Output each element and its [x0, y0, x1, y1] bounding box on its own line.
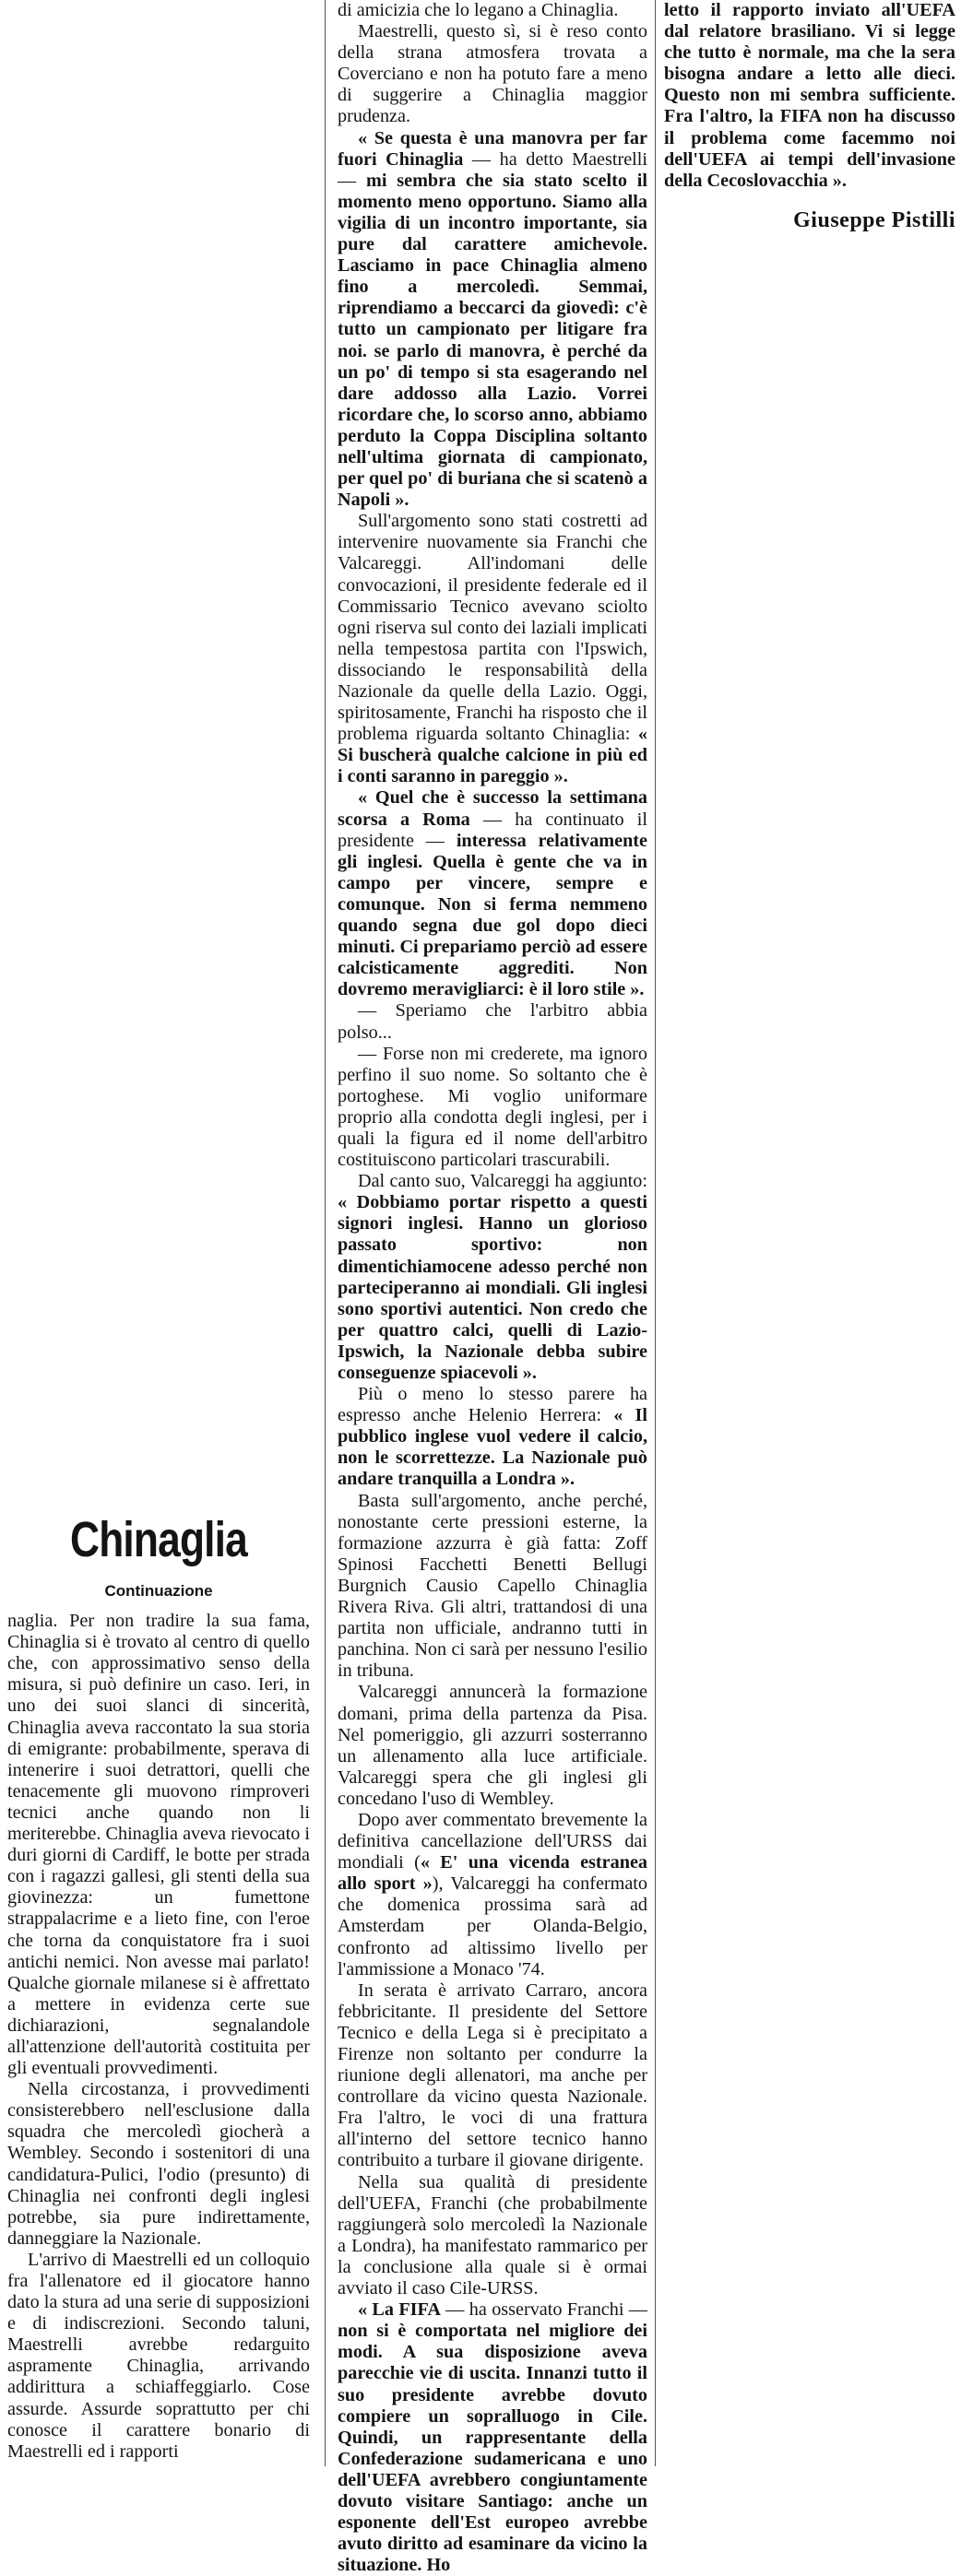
- quote: « Se questa è una manovra per far fuori Chinaglia: [338, 127, 647, 170]
- quote: « Quel che è successo la settimana scorsa a Roma: [338, 787, 647, 830]
- attribution: — ha detto Maestrelli —: [338, 148, 647, 191]
- quote: interessa relativamente gli inglesi. Quella è gente che va in campo per vincere, sempre e comunque. Non si ferma nemmeno quando segna due gol dopo dieci minuti. Ci prepariamo perciò ad essere calcisticamente aggrediti. Non dovremo meravigliarci: è il loro stile ».: [338, 830, 647, 1000]
- quote: « Dobbiamo portar rispetto a questi signori inglesi. Hanno un glorioso passato sportivo: non dimentichiamocene adesso perché non parteciperanno ai mondiali. Gli inglesi sono sportivi autentici. Non credo che per quattro calci, quelli di Lazio-Ipswich, la Nazionale debba subire conseguenze spiacevoli ».: [338, 1192, 647, 1383]
- quote: « E' una vicenda estranea allo sport »: [338, 1852, 647, 1895]
- paragraph: Nella sua qualità di presidente dell'UEFA, Franchi (che probabilmente raggiungerà solo mercoledì la Nazionale a Londra), ha manifestato rammarico per la conclusione alla quale si è ormai avviato il caso Cile-URSS.: [338, 2171, 647, 2299]
- paragraph: [338, 511, 647, 787]
- text: Sull'argomento sono stati costretti ad intervenire nuovamente sia Franchi che Valcareggi. All'indomani delle convocazioni, il presidente federale ed il Commissario Tecnico avevano sciolto ogni riserva sul conto dei laziali implicati nella tempestosa partita con l'Ipswich, dissociando le responsabilità della Nazionale da quelle della Lazio. Oggi, spiritosamente, Franchi ha risposto che il problema riguarda soltanto Chinaglia:: [338, 511, 647, 745]
- quote: « Il pubblico inglese vuol vedere il calcio, non le scorrettezze. La Nazionale può andare tranquilla a Londra ».: [338, 1405, 648, 1490]
- paragraph: [338, 2299, 647, 2576]
- column-rule: [325, 0, 326, 2466]
- text: Dopo aver commentato brevemente la definitiva cancellazione dell'URSS dai mondiali (: [338, 1809, 647, 1873]
- attribution: — ha osservato Franchi —: [440, 2299, 647, 2321]
- paragraph: Basta sull'argomento, anche perché, nonostante certe pressioni esterne, la formazione azzurra è già fatta: Zoff Spinosi Facchetti Benetti Bellugi Burgnich Causio Capello Chinaglia Rivera Riva. Gli altri, trattandosi di una partita non ufficiale, andranno tutti in panchina. Non ci sarà per nessuno l'esilio in tribuna.: [338, 1490, 647, 1682]
- paragraph: [338, 128, 647, 512]
- attribution: — ha continuato il presidente —: [338, 809, 647, 851]
- paragraph: — Forse non mi crederete, ma ignoro perfino il suo nome. So soltanto che è portoghese. Mi voglio uniformare proprio alla condotta degli inglesi, per i quali la figura ed il nome dell'arbitro costituiscono particolari trascurabili.: [338, 1043, 647, 1171]
- paragraph: [664, 0, 955, 192]
- paragraph: [338, 1384, 647, 1490]
- column-rule: [655, 0, 656, 2466]
- paragraph: [338, 787, 647, 1000]
- column-2: [338, 0, 647, 2576]
- quote: non si è comportata nel migliore dei modi. A sua disposizione aveva parecchie vie di uscita. Innanzi tutto il suo presidente avrebbe dovuto compiere un sopralluogo in Cile. Quindi, un rappresentante della Confederazione sudamericana e uno dell'UEFA avrebbero congiuntamente dovuto visitare Santiago: anche un esponente dell'Est europeo avrebbe avuto diritto ad esaminare da vicino la situazione. Ho: [338, 2321, 647, 2576]
- column-1: [7, 1512, 310, 2463]
- quote: mi sembra che sia stato scelto il momento meno opportuno. Siamo alla vigilia di un incontro importante, sia pure dal carattere amichevole. Lasciamo in pace Chinaglia almeno fino a mercoledì. Semmai, riprendiamo a beccarci da giovedì: c'è tutto un campionato per litigare fra noi. se parlo di manovra, è perché da un po' di tempo si sta esagerando nel dare addosso alla Lazio. Vorrei ricordare che, lo scorso anno, abbiamo perduto la Coppa Disciplina soltanto nell'ultima giornata di campionato, per quel po' di buriana che si scatenò a Napoli ».: [338, 170, 647, 511]
- quote: letto il rapporto inviato all'UEFA dal relatore brasiliano. Vi si legge che tutto è normale, ma che la sera bisogna andare a letto alle dieci. Questo non mi sembra sufficiente. Fra l'altro, la FIFA non ha discusso il problema come facemmo noi dell'UEFA ai tempi dell'invasione della Cecoslovacchia ».: [664, 0, 955, 191]
- paragraph: naglia. Per non tradire la sua fama, Chinaglia si è trovato al centro di quello che, con approssimativo senso della misura, si può definire un caso. Ieri, in uno dei suoi slanci di sincerità, Chinaglia aveva raccontato la sua storia di emigrante: probabilmente, sperava di intenerire i suoi detrattori, quelli che tenacemente gli muovono rimproveri tecnici anche quando non li meriterebbe. Chinaglia aveva rievocato i duri giorni di Cardiff, le botte per strada con i ragazzi gallesi, gli stenti della sua giovinezza: un fumettone strappalacrime e a lieto fine, con l'eroe che torna da conquistatore fra i suoi antichi nemici. Non avesse mai parlato! Qualche giornale milanese si è affrettato a mettere in evidenza certe sue dichiarazioni, segnalandole all'attenzione dell'autorità costituita per gli eventuali provvedimenti.: [7, 1611, 310, 2079]
- paragraph: Valcareggi annuncerà la formazione domani, prima della partenza da Pisa. Nel pomeriggio, gli azzurri sosterranno un allenamento alla luce artificiale. Valcareggi spera che gli inglesi gli concedano l'uso di Wembley.: [338, 1682, 647, 1809]
- paragraph: [338, 1171, 647, 1384]
- paragraph: di amicizia che lo legano a Chinaglia.: [338, 0, 619, 20]
- paragraph: [338, 1810, 647, 1980]
- article-subtitle: Continuazione: [104, 1582, 213, 1600]
- paragraph: In serata è arrivato Carraro, ancora febbricitante. Il presidente del Settore Tecnico e della Lega si è precipitato a Firenze non soltanto per condurre la riunione degli allenatori, ma anche per controllare da vicino questa Nazionale. Fra l'altro, le voci di una frattura all'interno del settore tecnico hanno contribuito a turbare il giovane dirigente.: [338, 1979, 647, 2171]
- article-title: Chinaglia: [70, 1512, 247, 1567]
- column-3: [664, 0, 955, 231]
- text: Più o meno lo stesso parere ha espresso anche Helenio Herrera:: [338, 1384, 647, 1426]
- paragraph: — Speriamo che l'arbitro abbia polso...: [338, 1000, 647, 1043]
- paragraph: L'arrivo di Maestrelli ed un colloquio fra l'allenatore ed il giocatore hanno dato la stura ad una serie di supposizioni e di indiscrezioni. Secondo taluni, Maestrelli avrebbe redarguito aspramente Chinaglia, arrivando addirittura a schiaffeggiarlo. Cose assurde. Assurde soprattutto per chi conosce il carattere bonario di Maestrelli ed i rapporti: [7, 2249, 310, 2462]
- paragraph: Nella circostanza, i provvedimenti consisterebbero nell'esclusione dalla squadra che mercoledì giocherà a Wembley. Secondo i sostenitori di una candidatura-Pulici, l'odio (presunto) di Chinaglia nei confronti degli inglesi potrebbe, sia pure indirettamente, danneggiare la Nazionale.: [7, 2079, 310, 2249]
- quote: « Si buscherà qualche calcione in più ed i conti saranno in pareggio ».: [338, 724, 647, 787]
- text: Dal canto suo, Valcareggi ha aggiunto:: [358, 1171, 647, 1192]
- author-signature: Giuseppe Pistilli: [793, 207, 955, 232]
- paragraph: Maestrelli, questo sì, si è reso conto della strana atmosfera trovata a Coverciano e non ha potuto fare a meno di suggerire a Chinaglia maggior prudenza.: [338, 21, 647, 127]
- quote: « La FIFA: [358, 2299, 441, 2321]
- text: ), Valcareggi ha confermato che domenica prossima sarà ad Amsterdam per Olanda-Belgio, confronto ad altissimo livello per l'ammissione a Monaco '74.: [338, 1873, 648, 1979]
